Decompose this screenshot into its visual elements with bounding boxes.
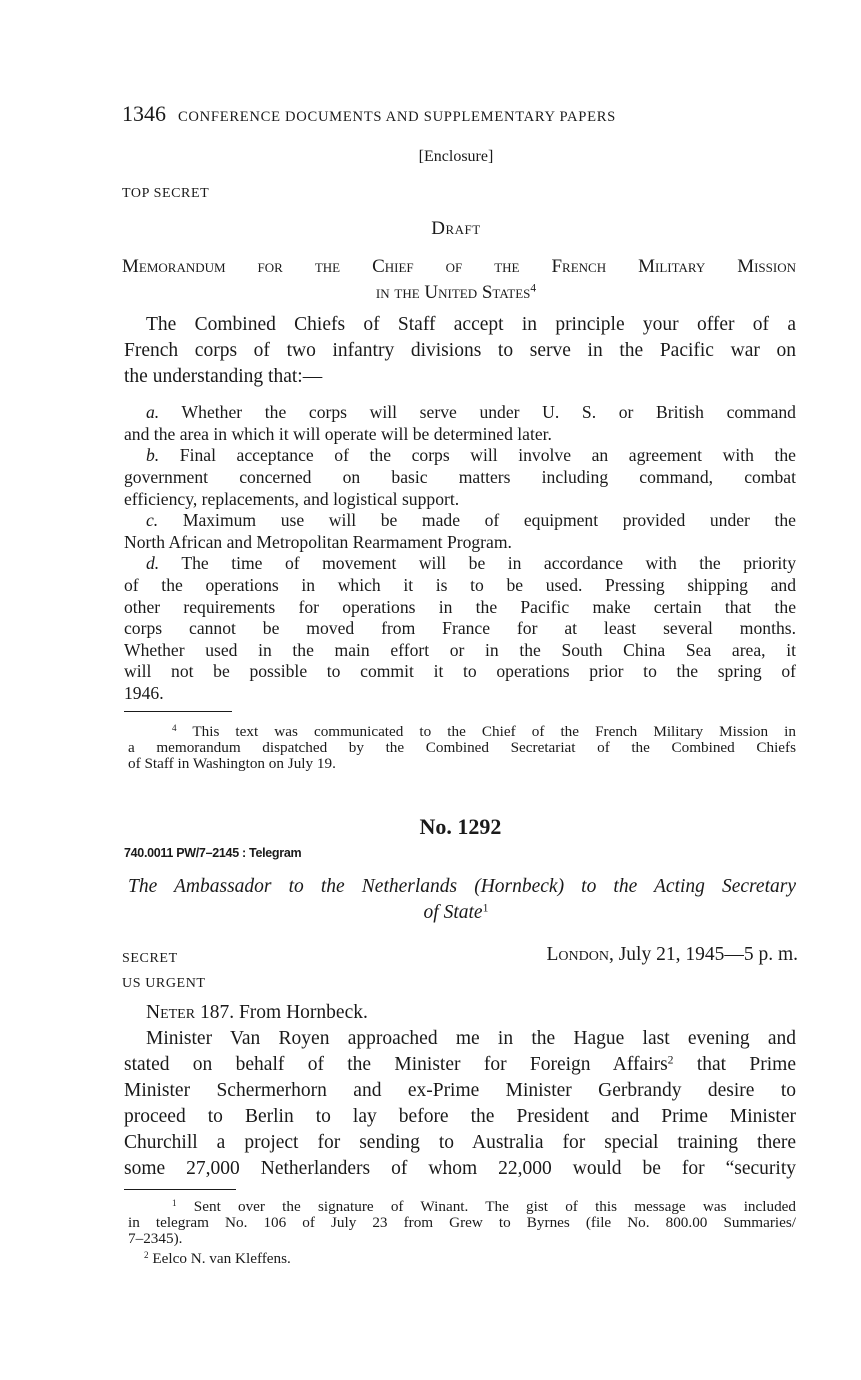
dateline-place: London	[546, 944, 609, 965]
file-reference: 740.0011 PW/7–2145 : Telegram	[124, 846, 302, 860]
footnote-rule	[124, 1189, 236, 1190]
item-letter: d.	[146, 553, 160, 573]
dateline-date: , July 21, 1945—5 p. m.	[608, 944, 798, 965]
document-number: No. 1292	[419, 814, 502, 839]
draft-heading: Draft	[431, 218, 481, 239]
telegram-title-line-2: of State$^1$	[423, 901, 489, 923]
page-number: 1346	[122, 101, 166, 126]
body-line: proceed to Berlin to lay before the President and Prime Minister	[124, 1106, 796, 1127]
body-line: Minister Schermerhorn and ex-Prime Minister Gerbrandy desire to	[124, 1080, 796, 1101]
footnote-ref-2: 2	[667, 1053, 674, 1067]
memo-item-line: 1946.	[124, 683, 164, 703]
enclosure-label: [Enclosure]	[418, 148, 494, 165]
memo-title-line-2: in the United States$^4$	[375, 282, 537, 303]
item-letter: c.	[146, 510, 159, 530]
memo-item-line: d. The time of movement will be in accordance with the priority	[146, 553, 796, 573]
memo-item-line: other requirements for operations in the Pacific make certain that the	[124, 597, 796, 617]
page-header	[122, 101, 616, 127]
footnote-marker: 1	[172, 1197, 177, 1208]
priority-us-urgent: US URGENT	[122, 976, 206, 991]
memo-item-line: will not be possible to commit it to operations prior to the spring of	[124, 661, 796, 681]
dateline	[546, 944, 798, 966]
memo-title-line-1: Memorandum for the Chief of the French Military Mission	[122, 256, 796, 277]
footnote-line: a memorandum dispatched by the Combined Secretariat of the Combined Chiefs	[128, 739, 796, 756]
footnote-line: 7–2345).	[128, 1230, 183, 1247]
memo-item-line: Whether used in the main effort or in the South China Sea area, it	[124, 640, 796, 660]
footnote-line: in telegram No. 106 of July 23 from Grew to Byrnes (file No. 800.00 Summaries/	[128, 1214, 796, 1231]
memo-item-line: efficiency, replacements, and logistical support.	[124, 489, 460, 509]
memo-item-line: government concerned on basic matters including command, combat	[124, 467, 796, 487]
memo-item-line: and the area in which it will operate will be determined later.	[124, 424, 552, 444]
memo-item-line: a. Whether the corps will serve under U. S. or British command	[146, 402, 796, 422]
body-line: Neter 187. From Hornbeck.	[146, 1002, 368, 1023]
memo-intro-line: French corps of two infantry divisions to serve in the Pacific war on	[124, 340, 796, 361]
neter-label: Neter	[146, 1002, 196, 1023]
memo-item-line: North African and Metropolitan Rearmament Program.	[124, 532, 512, 552]
body-line: stated on behalf of the Minister for Foreign Affairs$^2$ that Prime	[124, 1053, 796, 1075]
memo-item-line: of the operations in which it is to be used. Pressing shipping and	[124, 575, 796, 595]
footnote-marker: 2	[144, 1249, 149, 1260]
body-line: Minister Van Royen approached me in the Hague last evening and	[146, 1028, 796, 1049]
footnote-rule	[124, 711, 232, 712]
footnote-line: $^4$ This text was communicated to the Chief of the French Military Mission in	[172, 722, 796, 740]
memo-intro-line: the understanding that:—	[124, 366, 323, 387]
memo-intro-line: The Combined Chiefs of Staff accept in principle your offer of a	[146, 314, 796, 335]
footnote-ref-1: 1	[482, 901, 489, 915]
classification-secret: SECRET	[122, 951, 178, 966]
classification-top-secret: TOP SECRET	[122, 186, 210, 201]
memo-item-line: c. Maximum use will be made of equipment provided under the	[146, 510, 796, 530]
footnote-line: $^2$ Eelco N. van Kleffens.	[144, 1249, 291, 1267]
running-title: CONFERENCE DOCUMENTS AND SUPPLEMENTARY PAPERS	[178, 109, 616, 125]
memo-item-line: b. Final acceptance of the corps will involve an agreement with the	[146, 445, 796, 465]
footnote-line: $^1$ Sent over the signature of Winant. The gist of this message was included	[172, 1197, 796, 1215]
body-line: Churchill a project for sending to Australia for special training there	[124, 1132, 796, 1153]
item-letter: a.	[146, 402, 160, 422]
footnote-line: of Staff in Washington on July 19.	[128, 755, 336, 772]
memo-item-line: corps cannot be moved from France for at least several months.	[124, 618, 796, 638]
item-letter: b.	[146, 445, 160, 465]
telegram-title-line-1: The Ambassador to the Netherlands (Hornbeck) to the Acting Secretary	[128, 876, 796, 897]
footnote-marker: 4	[172, 722, 177, 733]
body-line: some 27,000 Netherlanders of whom 22,000 would be for “security	[124, 1158, 796, 1179]
footnote-ref-4: 4	[530, 282, 537, 295]
